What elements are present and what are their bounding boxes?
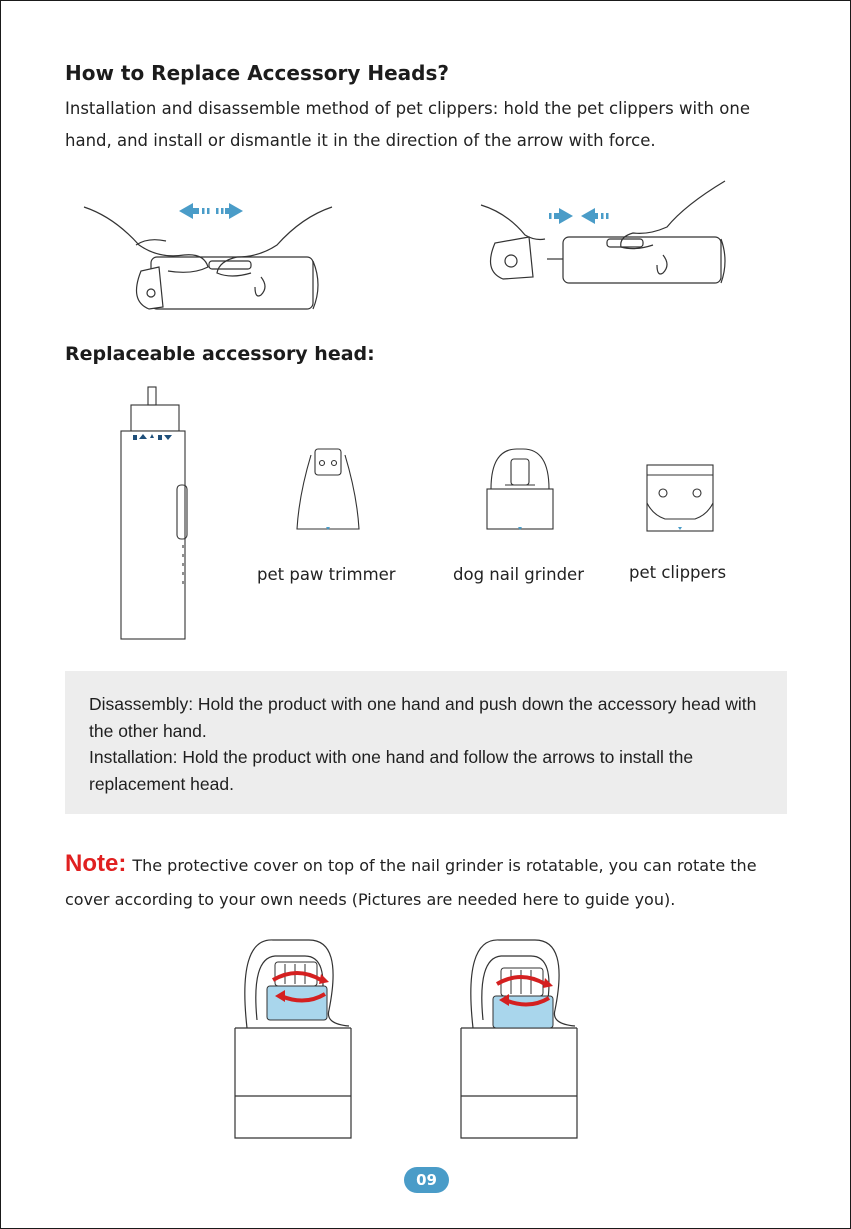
illustration-paw-trimmer: [295, 445, 361, 531]
illustration-rotate-cover-1: [231, 936, 355, 1141]
illustration-pet-clippers: [645, 463, 715, 533]
illustration-remove-head: [81, 181, 341, 321]
caption-nail-grinder: dog nail grinder: [453, 565, 584, 584]
illustration-rotate-cover-2: [457, 936, 581, 1141]
illustration-install-head: [477, 179, 737, 309]
section-title-accessory-heads: Replaceable accessory head:: [65, 343, 375, 365]
disassembly-text: Disassembly: Hold the product with one hand and push down the accessory head with the other hand.: [89, 694, 757, 741]
arrow-left-icon: [179, 203, 210, 219]
note-text: The protective cover on top of the nail grinder is rotatable, you can rotate the cover according to your own needs (Pictures are needed here to guide you).: [65, 856, 757, 909]
page-number: 09: [404, 1167, 449, 1193]
intro-paragraph: Installation and disassemble method of pet clippers: hold the pet clippers with one hand, and install or dismantle it in the direction of the arrow with force.: [65, 99, 750, 150]
installation-text: Installation: Hold the product with one hand and follow the arrows to install the replacement head.: [89, 747, 694, 794]
caption-paw-trimmer: pet paw trimmer: [257, 565, 396, 584]
caption-pet-clippers: pet clippers: [629, 563, 727, 582]
note-paragraph: [65, 847, 795, 917]
arrow-right-icon: [216, 203, 243, 219]
illustration-main-body: [113, 385, 193, 641]
arrow-left-icon: [581, 208, 609, 224]
arrow-right-icon: [549, 208, 573, 224]
illustration-nail-grinder: [485, 445, 555, 531]
note-label: Note:: [65, 850, 127, 877]
instruction-box: [65, 671, 787, 814]
section-title-replace-heads: How to Replace Accessory Heads?: [65, 61, 449, 85]
